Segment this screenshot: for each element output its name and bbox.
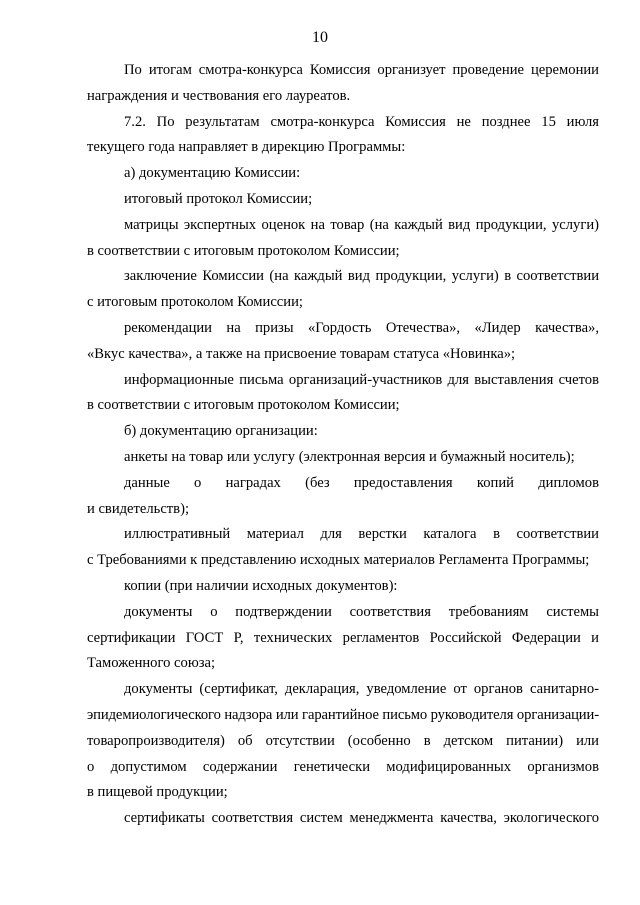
text-line: эпидемиологического надзора или гарантийное письмо руководителя организации- — [87, 706, 600, 723]
text-line: текущего года направляет в дирекцию Программы: — [87, 139, 406, 156]
text-line: б) документацию организации: — [124, 423, 318, 440]
text-line: о допустимом содержании генетически модифицированных организмов — [87, 758, 599, 775]
text-line: документы (сертификат, декларация, уведомление от органов санитарно- — [124, 681, 599, 698]
text-line: а) документацию Комиссии: — [124, 165, 301, 182]
text-line: с Требованиями к представлению исходных материалов Регламента Программы; — [87, 552, 590, 569]
text-line: «Вкус качества», а также на присвоение товарам статуса «Новинка»; — [87, 345, 516, 362]
text-line: рекомендации на призы «Гордость Отечества», «Лидер качества», — [124, 319, 599, 336]
text-line: Таможенного союза; — [87, 655, 216, 672]
text-line: По итогам смотра-конкурса Комиссия организует проведение церемонии — [124, 62, 599, 78]
text-line: товаропроизводителя) об отсутствии (особенно в детском питании) или — [87, 732, 599, 749]
text-line: награждения и чествования его лауреатов. — [87, 87, 351, 104]
text-line: данные о наградах (без предоставления копий дипломов — [124, 474, 599, 491]
page-number: 10 — [312, 29, 328, 46]
text-line: информационные письма организаций-участников для выставления счетов — [124, 371, 599, 388]
text-line: заключение Комиссии (на каждый вид продукции, услуги) в соответствии — [124, 268, 599, 285]
text-line: сертификаты соответствия систем менеджмента качества, экологического — [124, 810, 599, 827]
text-line: с итоговым протоколом Комиссии; — [87, 294, 303, 311]
text-line: итоговый протокол Комиссии; — [124, 190, 313, 207]
text-line: в соответствии с итоговым протоколом Комиссии; — [87, 242, 400, 259]
text-line: матрицы экспертных оценок на товар (на каждый вид продукции, услуги) — [124, 216, 599, 233]
document-body — [87, 58, 599, 832]
text-line: в пищевой продукции; — [87, 784, 228, 801]
text-line: и свидетельств); — [87, 500, 189, 517]
text-line: копии (при наличии исходных документов): — [124, 577, 398, 594]
text-line: анкеты на товар или услугу (электронная версия и бумажный носитель); — [124, 448, 575, 465]
text-line: сертификации ГОСТ Р, технических регламентов Российской Федерации и — [87, 629, 599, 646]
text-line: иллюстративный материал для верстки каталога в соответствии — [124, 526, 599, 543]
text-line: в соответствии с итоговым протоколом Комиссии; — [87, 397, 400, 414]
text-line: 7.2. По результатам смотра-конкурса Комиссия не позднее 15 июля — [124, 113, 599, 130]
text-line: документы о подтверждении соответствия требованиям системы — [124, 603, 599, 620]
